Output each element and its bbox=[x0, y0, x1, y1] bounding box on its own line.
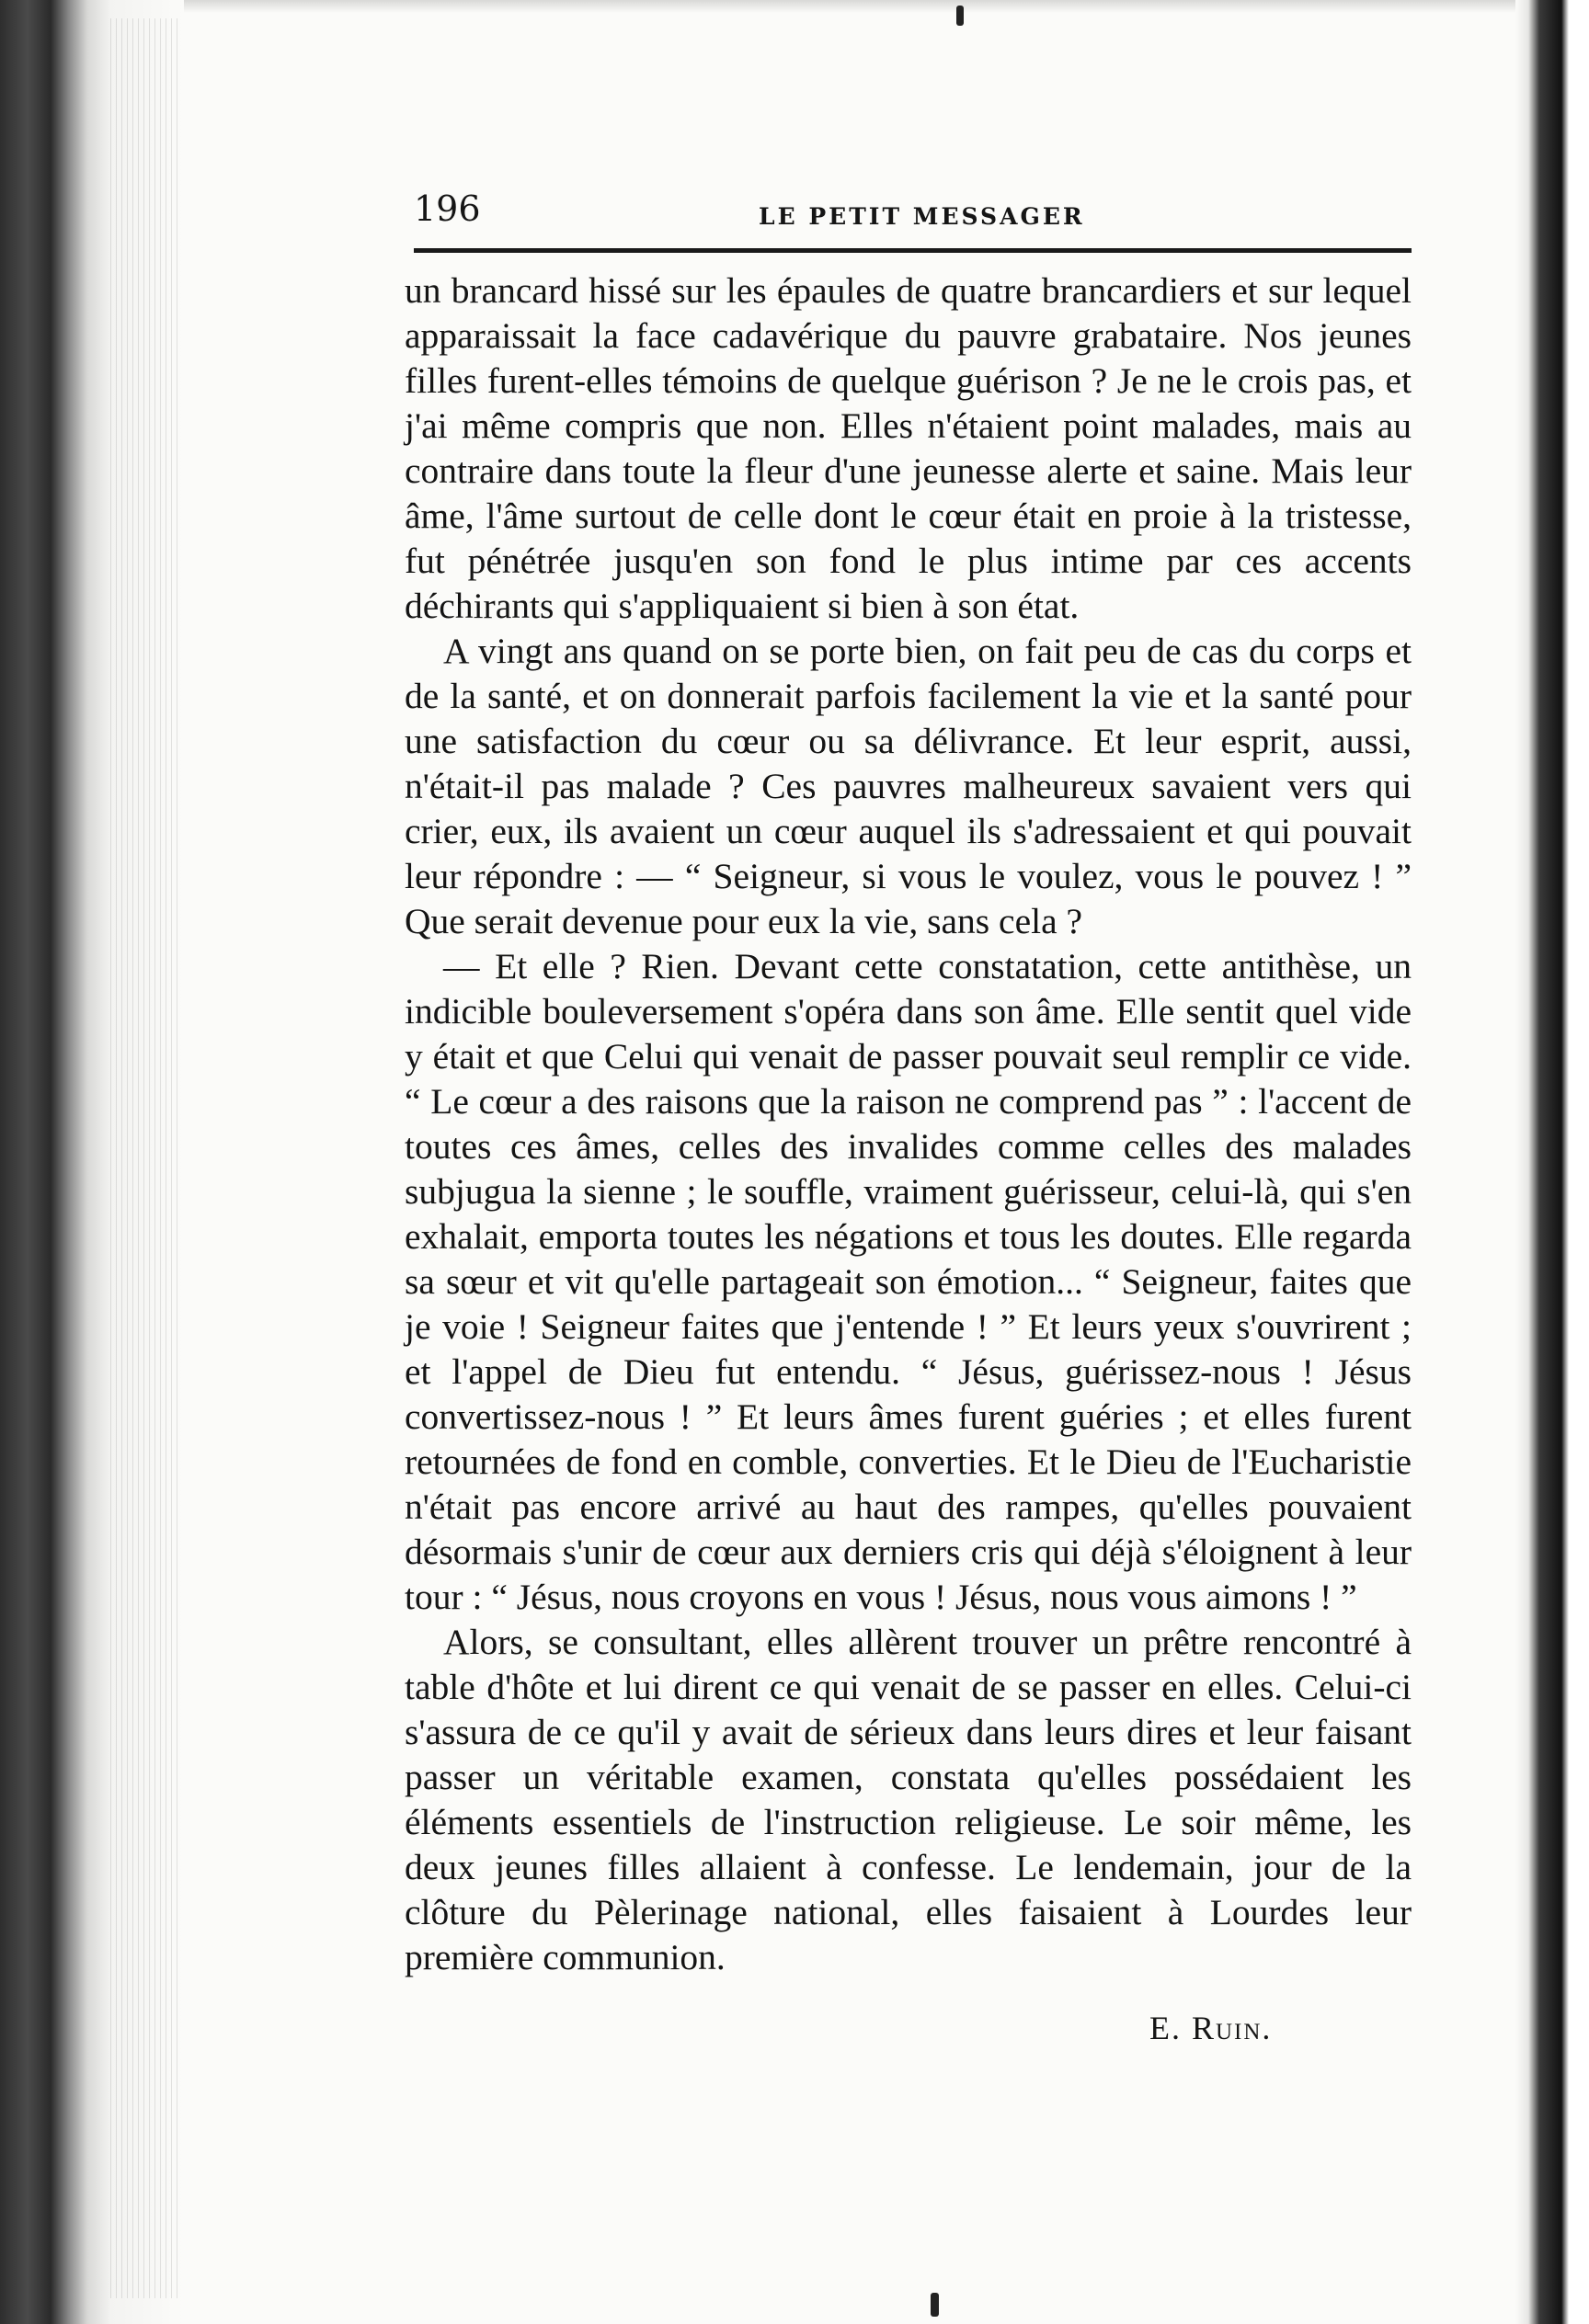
running-head bbox=[414, 188, 1412, 244]
paragraph-1: un brancard hissé sur les épaules de quatre brancardiers et sur lequel apparaissait la face cadavérique du pauvre grabataire. Nos jeunes filles furent-elles témoins de quelque guérison ? Je ne le crois pas, et j'ai même compris que non. Elles n'étaient point malades, mais au contraire dans toute la fleur d'une jeunesse alerte et saine. Mais leur âme, l'âme surtout de celle dont le cœur était en proie à la tristesse, fut pénétrée jusqu'en son fond le plus intime par ces accents déchirants qui s'appliquaient si bien à son état. bbox=[405, 270, 1412, 626]
paragraph-3: — Et elle ? Rien. Devant cette constatation, cette antithèse, un indicible bouleversement s'opéra dans son âme. Elle sentit quel vide y était et que Celui qui venait de passer pouvait seul remplir ce vide. “ Le cœur a des raisons que la raison ne comprend pas ” : l'accent de toutes ces âmes, celles des invalides comme celles des malades subjugua la sienne ; le souffle, vraiment guérisseur, celui-là, qui s'en exhalait, emporta toutes les négations et tous les doutes. Elle regarda sa sœur et vit qu'elle partageait son émotion... “ Seigneur, faites que je voie ! Seigneur faites que j'entende ! ” Et leurs yeux s'ouvrirent ; et l'appel de Dieu fut entendu. “ Jésus, guérissez-nous ! Jésus convertissez-nous ! ” Et leurs âmes furent guéries ; et elles furent retournées de fond en comble, converties. Et le Dieu de l'Eucharistie n'était pas encore arrivé au haut des rampes, qu'elles pouvaient désormais s'unir de cœur aux derniers cris qui déjà s'éloignent à leur tour : “ Jésus, nous croyons en vous ! Jésus, nous vous aimons ! ” bbox=[405, 946, 1412, 1617]
article-body bbox=[405, 268, 1412, 1980]
page-stack-edges bbox=[110, 18, 179, 2298]
paragraph-4: Alors, se consultant, elles allèrent trouver un prêtre rencontré à table d'hôte et lui dirent ce qui venait de se passer en elles. Celui-ci s'assura de ce qu'il y avait de sérieux dans leurs dires et leur faisant passer un véritable examen, constata qu'elles possédaient les éléments essentiels de l'instruction religieuse. Le soir même, les deux jeunes filles allaient à confesse. Le lendemain, jour de la clôture du Pèlerinage national, elles faisaient à Lourdes leur première communion. bbox=[405, 1622, 1412, 1977]
header-rule bbox=[414, 248, 1412, 253]
scan-mark-top bbox=[956, 6, 964, 26]
paragraph-2: A vingt ans quand on se porte bien, on fait peu de cas du corps et de la santé, et on donnerait parfois facilement la vie et la santé pour une satisfaction du cœur ou sa délivrance. Et leur esprit, aussi, n'était-il pas malade ? Ces pauvres malheureux savaient vers qui crier, eux, ils avaient un cœur auquel ils s'adressaient et qui pouvait leur répondre : — “ Seigneur, si vous le voulez, vous le pouvez ! ” Que serait devenue pour eux la vie, sans cela ? bbox=[405, 631, 1412, 941]
book-right-edge bbox=[1515, 0, 1589, 2324]
page-top-edge bbox=[0, 0, 1589, 13]
scan-mark-bottom bbox=[931, 2293, 939, 2317]
page-number: 196 bbox=[414, 188, 481, 229]
author-signature: E. Ruin. bbox=[1149, 2010, 1273, 2046]
journal-title: LE PETIT MESSAGER bbox=[759, 203, 1085, 230]
